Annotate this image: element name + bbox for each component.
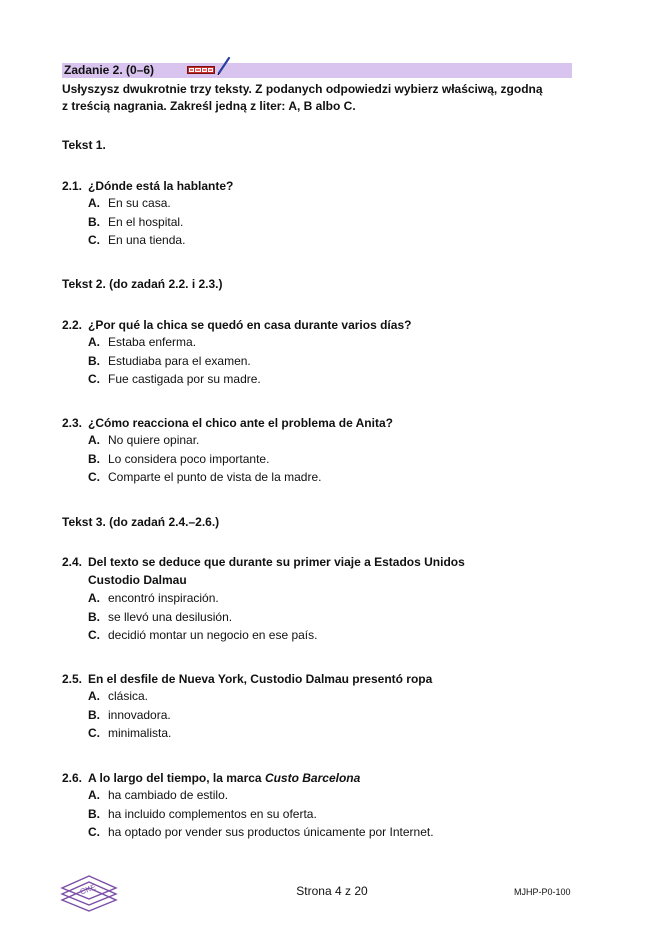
task-title: Zadanie 2. (0–6) <box>64 63 155 77</box>
question-number: 2.5. <box>62 672 83 686</box>
options-2-3 <box>88 431 321 487</box>
option-a[interactable]: A. No quiere opinar. <box>88 433 200 447</box>
question-number: 2.2. <box>62 318 83 332</box>
task-instruction <box>62 81 582 115</box>
text-label-3: Tekst 3. (do zadań 2.4.–2.6.) <box>62 515 220 529</box>
question-text: ¿Dónde está la hablante? <box>88 179 234 193</box>
question-text: En el desfile de Nueva York, Custodio Dalmau presentó ropa <box>88 672 433 686</box>
question-text: Del texto se deduce que durante su primer viaje a Estados Unidos <box>88 555 465 569</box>
option-c[interactable]: C. Fue castigada por su madre. <box>88 372 261 386</box>
option-b[interactable]: B. Lo considera poco importante. <box>88 451 270 466</box>
question-number: 2.1. <box>62 179 83 193</box>
pen-icon <box>216 55 232 75</box>
question-number: 2.6. <box>62 771 83 785</box>
options-2-4 <box>88 589 317 645</box>
option-a[interactable]: A. encontró inspiración. <box>88 591 219 605</box>
question-2-4 <box>62 553 465 589</box>
instruction-line-2: z treścią nagrania. Zakreśl jedną z liter: A, B albo C. <box>62 99 356 113</box>
options-2-6 <box>88 786 434 842</box>
option-c[interactable]: C. decidió montar un negocio en ese país. <box>88 628 318 642</box>
question-number: 2.4. <box>62 555 83 569</box>
answer-boxes-icon <box>187 66 215 74</box>
options-2-5 <box>88 687 171 743</box>
option-a[interactable]: A. Estaba enferma. <box>88 335 197 349</box>
option-c[interactable]: C. ha optado por vender sus productos únicamente por Internet. <box>88 825 434 839</box>
instruction-line-1: Usłyszysz dwukrotnie trzy teksty. Z podanych odpowiedzi wybierz właściwą, zgodną <box>62 82 543 96</box>
question-2-1 <box>62 177 233 195</box>
text-label-2: Tekst 2. (do zadań 2.2. i 2.3.) <box>62 277 223 291</box>
document-code: MJHP-P0-100 <box>514 887 571 897</box>
question-number: 2.3. <box>62 416 83 430</box>
question-2-3 <box>62 414 393 432</box>
question-2-2 <box>62 316 411 334</box>
question-text: ¿Cómo reacciona el chico ante el problema de Anita? <box>88 416 393 430</box>
task-header <box>62 63 572 78</box>
question-2-6 <box>62 769 360 787</box>
question-text: ¿Por qué la chica se quedó en casa durante varios días? <box>88 318 412 332</box>
brand-name: Custo Barcelona <box>264 771 361 785</box>
logo-text: CKE <box>78 882 98 897</box>
option-b[interactable]: B. ha incluido complementos en su oferta. <box>88 806 317 821</box>
page-number: Strona 4 z 20 <box>296 884 368 898</box>
options-2-1 <box>88 194 185 250</box>
option-a[interactable]: A. clásica. <box>88 689 149 703</box>
option-c[interactable]: C. Comparte el punto de vista de la madre. <box>88 470 322 484</box>
option-c[interactable]: C. minimalista. <box>88 726 172 740</box>
options-2-2 <box>88 333 261 389</box>
option-b[interactable]: B. innovadora. <box>88 707 171 722</box>
option-a[interactable]: A. En su casa. <box>88 196 171 210</box>
option-b[interactable]: B. En el hospital. <box>88 214 184 229</box>
text-label-1: Tekst 1. <box>62 138 106 152</box>
question-2-5 <box>62 670 432 688</box>
option-b[interactable]: B. Estudiaba para el examen. <box>88 353 251 368</box>
question-text: A lo largo del tiempo, la marca <box>88 771 265 785</box>
option-a[interactable]: A. ha cambiado de estilo. <box>88 788 229 802</box>
option-c[interactable]: C. En una tienda. <box>88 233 186 247</box>
question-text-continued: Custodio Dalmau <box>88 573 187 587</box>
option-b[interactable]: B. se llevó una desilusión. <box>88 609 233 624</box>
